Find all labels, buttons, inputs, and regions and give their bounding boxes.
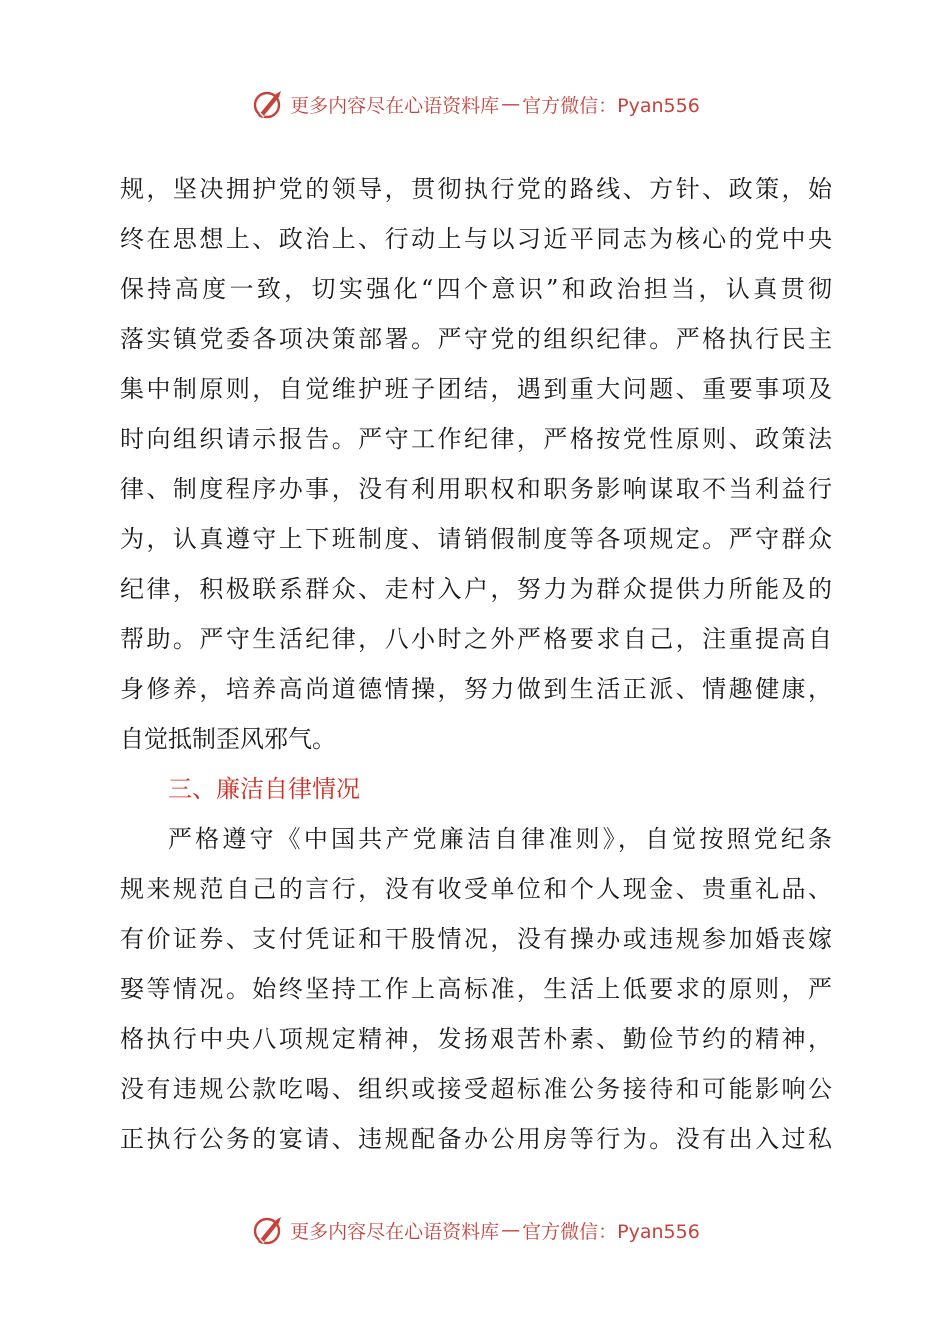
- text-line: 没有违规公款吃喝、组织或接受超标准公务接待和可能影响公: [120, 1075, 832, 1103]
- text-line: 格执行中央八项规定精神，发扬艰苦朴素、勤俭节约的精神，: [120, 1025, 832, 1053]
- banner-dash: —: [501, 1219, 521, 1241]
- section-heading: 三、廉洁自律情况: [168, 775, 360, 803]
- text-line: 纪律，积极联系群众、走村入户，努力为群众提供力所能及的: [120, 575, 832, 603]
- banner-wechat: 官方微信：Pyan556: [522, 94, 700, 117]
- text-line: 为，认真遵守上下班制度、请销假制度等各项规定。严守群众: [120, 525, 832, 553]
- text-line: 律、制度程序办事，没有利用职权和职务影响谋取不当利益行: [120, 475, 832, 503]
- text-line: 严格遵守《中国共产党廉洁自律准则》，自觉按照党纪条: [168, 825, 832, 853]
- text-line: 身修养，培养高尚道德情操，努力做到生活正派、情趣健康，: [120, 675, 832, 703]
- document-body: [120, 164, 832, 1164]
- text-line: 落实镇党委各项决策部署。严守党的组织纪律。严格执行民主: [120, 325, 832, 353]
- text-line: 正执行公务的宴请、违规配备办公用房等行为。没有出入过私: [120, 1125, 832, 1153]
- paragraph-1: [120, 164, 832, 764]
- text-line: 有价证券、支付凭证和干股情况，没有操办或违规参加婚丧嫁: [120, 925, 832, 953]
- text-line: 娶等情况。始终坚持工作上高标准，生活上低要求的原则，严: [120, 975, 832, 1003]
- text-line: 终在思想上、政治上、行动上与以习近平同志为核心的党中央: [120, 225, 832, 253]
- banner-dash: —: [501, 93, 521, 115]
- paragraph-2: [120, 814, 832, 1164]
- text-line: 规，坚决拥护党的领导，贯彻执行党的路线、方针、政策，始: [120, 175, 832, 203]
- text-line: 集中制原则，自觉维护班子团结，遇到重大问题、重要事项及: [120, 375, 832, 403]
- pen-logo-icon: [250, 86, 286, 122]
- banner-text: 更多内容尽在心语资料库: [290, 1220, 500, 1243]
- footer-banner: [0, 1210, 950, 1250]
- text-line: 帮助。严守生活纪律，八小时之外严格要求自己，注重提高自: [120, 625, 832, 653]
- text-line: 自觉抵制歪风邪气。: [120, 725, 336, 753]
- text-line: 保持高度一致，切实强化“四个意识”和政治担当，认真贯彻: [120, 275, 832, 303]
- text-line: 时向组织请示报告。严守工作纪律，严格按党性原则、政策法: [120, 425, 832, 453]
- banner-text: 更多内容尽在心语资料库: [290, 94, 500, 117]
- pen-logo-icon: [250, 1212, 286, 1248]
- header-banner: [0, 84, 950, 124]
- banner-wechat: 官方微信：Pyan556: [522, 1220, 700, 1243]
- text-line: 规来规范自己的言行，没有收受单位和个人现金、贵重礼品、: [120, 875, 832, 903]
